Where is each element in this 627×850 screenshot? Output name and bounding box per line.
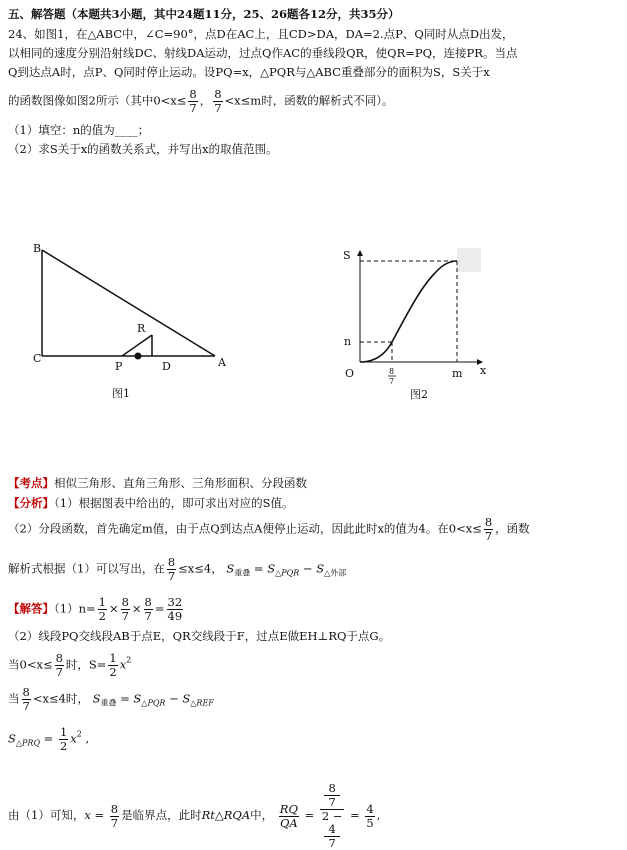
label-m: m [452,367,463,380]
answer-case-1: 当0<x≤ $\frac{8}{7}$ 时，S= $\frac{1}{2}$ $x^2$ [8,651,132,679]
answer-case-2: 当 $\frac{8}{7}$ <x≤4时， $S_{重叠} = S_{\triangle PQR} - S_{\triangle REF}$ [8,685,214,713]
analysis-part2-line1: （2）分段函数，首先确定m值，由于点Q到达点A便停止运动，因此此时x的值为4。在0<x≤ $\frac{8}{7}$ ，函数 [8,515,530,543]
complex-fraction: 8 7 2 − 4 7 [321,781,343,850]
highlight-box [457,248,481,272]
analysis-part2-line2: 解析式根据（1）可以写出，在 $\frac{8}{7}$ ≤x≤4， $S_{重叠} = S_{\triangle PQR} - S_{\triangle 外部}$ [8,555,347,583]
label-s-axis: S [343,249,351,262]
figure-2 [330,243,500,403]
tick-num: 8 [389,367,395,376]
s-curve [360,261,457,362]
tick-den: 7 [389,377,395,386]
answer-area-prq: $S_{\triangle PRQ}$ = $\frac{1}{2}$ $x^2$ , [8,725,90,753]
label-a: A [218,356,226,369]
label-r: R [137,322,146,335]
point-d-dot [135,353,142,360]
answer-line-1: 【解答】（1）n= $\frac{1}{2}$ × $\frac{8}{7}$ × $\frac{8}{7}$ = $\frac{32}{49}$ [8,595,183,623]
question-1: （1）填空：n的值为____； [8,123,150,137]
answer-line-2: （2）线段PQ交线段AB于点E，QR交线段于F，过点E做EH⊥RQ于点G。 [8,629,391,643]
label-x-axis: x [480,364,487,377]
label-p: P [115,360,123,373]
figure-1-caption: 图1 [112,387,130,400]
label-c: C [33,352,42,365]
fraction-8-7: $\frac{8}{7}$ [484,515,493,543]
kaodian-line: 【考点】相似三角形、直角三角形、三角形面积、分段函数 [8,476,307,490]
fraction-8-7: $\frac{8}{7}$ [167,555,176,583]
label-n: n [344,335,352,348]
problem-line-1: 24、如图1，在△ABC中，∠C=90°，点D在AC上，且CD>DA，DA=2.点P、Q同时从点D出发， [8,27,514,41]
fenxi-line: 【分析】（1）根据图表中给出的，即可求出对应的S值。 [8,496,294,510]
label-o: O [345,367,355,380]
figure-2-caption: 图2 [410,388,428,401]
answer-final: 由（1）可知，x = $\frac{8}{7}$ 是临界点，此时Rt△RQA中， $\frac{RQ}{QA}$ = 8 7 2 − 4 7 = $\frac{4}{5}$ , [8,781,381,850]
section-title: 五、解答题（本题共3小题，其中24题11分，25、26题各12分，共35分） [8,7,400,21]
answer-n-value: $\frac{32}{49}$ [167,595,183,623]
problem-line-2: 以相同的速度分别沿射线DC、射线DA运动，过点Q作AC的垂线段QR，使QR=PQ，连接PR。当点 [8,46,518,60]
question-2: （2）求S关于x的函数关系式，并写出x的取值范围。 [8,142,278,156]
problem-line-3: Q到达点A时，点P、Q同时停止运动。设PQ=x，△PQR与△ABC重叠部分的面积为S，S关于x [8,65,490,79]
label-b: B [33,242,42,255]
side-ab [42,250,215,356]
figure-1 [25,235,245,410]
problem-line-4: 的函数图像如图2所示（其中0<x≤ $\frac{8}{7}$ ， $\frac{8}{7}$ <x≤m时，函数的解析式不同）。 [8,87,394,115]
fraction-8-7: $\frac{8}{7}$ [214,87,222,115]
label-d: D [162,360,171,373]
fraction-8-7: $\frac{8}{7}$ [189,87,197,115]
